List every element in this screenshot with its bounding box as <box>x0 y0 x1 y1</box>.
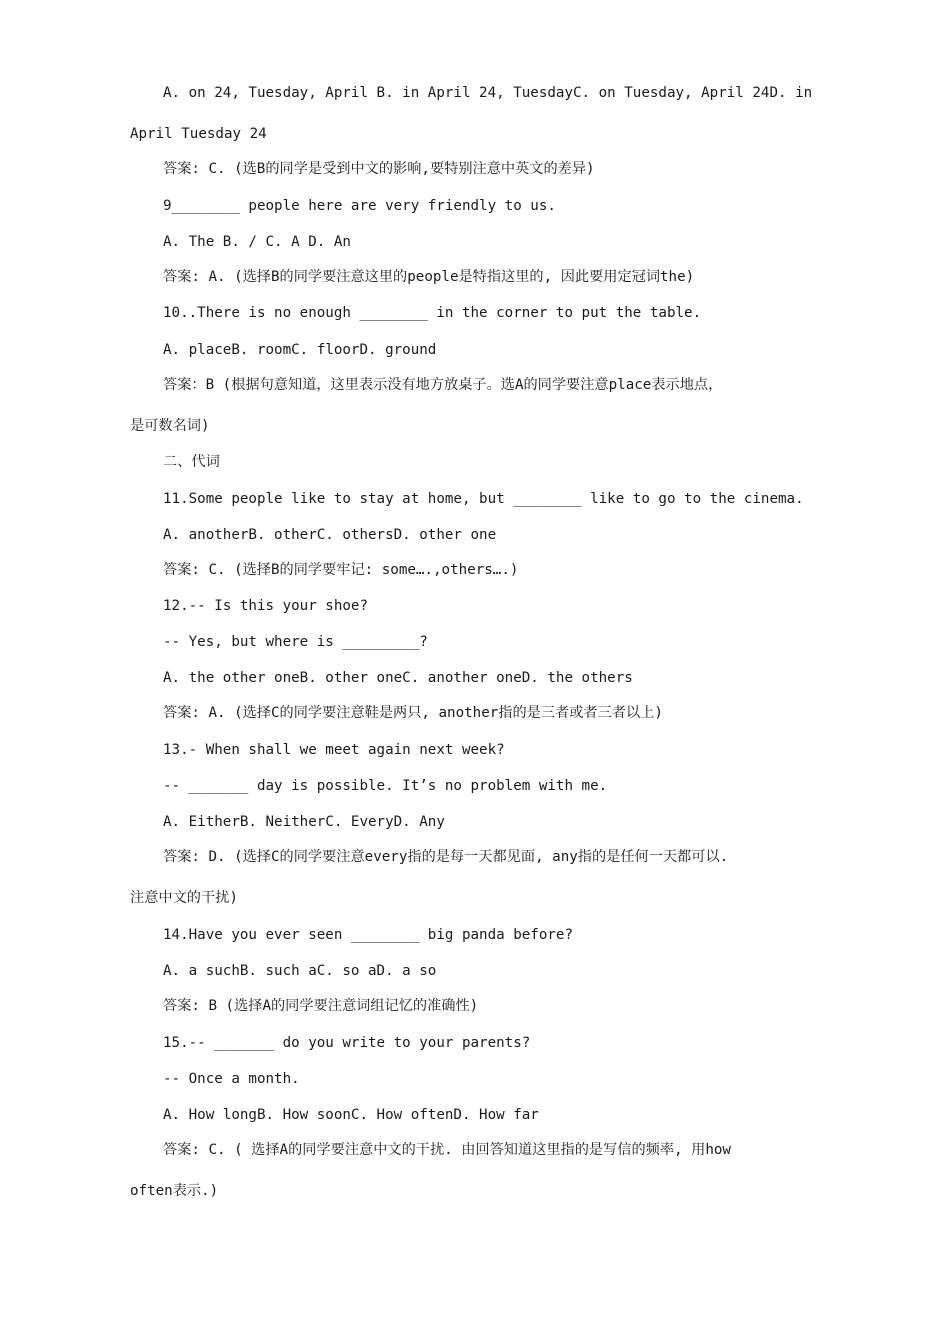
answer-10: 答案：B (根据句意知道，这里表示没有地方放桌子。选A的同学要注意place表示地点， <box>163 377 723 393</box>
question-8-options: A. on 24, Tuesday, April B. in April 24, TuesdayC. on Tuesday, April 24D. in <box>163 85 813 101</box>
question-10-options: A. placeB. roomC. floorD. ground <box>163 342 437 358</box>
answer-15: 答案: C. ( 选择A的同学要注意中文的干扰. 由回答知道这里指的是写信的频率, 用how <box>163 1142 731 1158</box>
question-8-options-cont: April Tuesday 24 <box>130 126 267 142</box>
answer-10-cont: 是可数名词) <box>130 418 210 434</box>
question-12-line2: -- Yes, but where is _________? <box>163 634 428 650</box>
question-10: 10..There is no enough ________ in the corner to put the table. <box>163 305 702 321</box>
question-9-options: A. The B. / C. A D. An <box>163 234 351 250</box>
question-13-line2: -- _______ day is possible. It’s no problem with me. <box>163 778 608 794</box>
section-heading-pronouns: 二、代词 <box>163 454 220 470</box>
answer-12: 答案: A. (选择C的同学要注意鞋是两只, another指的是三者或者三者以上) <box>163 705 663 721</box>
question-12-options: A. the other oneB. other oneC. another oneD. the others <box>163 670 633 686</box>
question-13-options: A. EitherB. NeitherC. EveryD. Any <box>163 814 445 830</box>
answer-13-cont: 注意中文的干扰) <box>130 890 238 906</box>
question-15-options: A. How longB. How soonC. How oftenD. How far <box>163 1107 539 1123</box>
answer-13: 答案: D. (选择C的同学要注意every指的是每一天都见面, any指的是任何一天都可以. <box>163 849 729 865</box>
answer-15-cont: often表示.) <box>130 1183 219 1199</box>
question-9: 9________ people here are very friendly to us. <box>163 198 556 214</box>
question-14: 14.Have you ever seen ________ big panda before? <box>163 927 573 943</box>
answer-14: 答案: B (选择A的同学要注意词组记忆的准确性) <box>163 998 479 1014</box>
question-12: 12.-- Is this your shoe? <box>163 598 368 614</box>
question-15-line2: -- Once a month. <box>163 1071 300 1087</box>
answer-9: 答案: A. (选择B的同学要注意这里的people是特指这里的, 因此要用定冠词the) <box>163 269 695 285</box>
answer-8: 答案: C. (选B的同学是受到中文的影响,要特别注意中英文的差异) <box>163 161 595 177</box>
question-14-options: A. a suchB. such aC. so aD. a so <box>163 963 437 979</box>
question-11-options: A. anotherB. otherC. othersD. other one <box>163 527 497 543</box>
question-11: 11.Some people like to stay at home, but ________ like to go to the cinema. <box>163 491 804 507</box>
question-13: 13.- When shall we meet again next week? <box>163 742 505 758</box>
question-15: 15.-- _______ do you write to your parents? <box>163 1035 531 1051</box>
answer-11: 答案: C. (选择B的同学要牢记: some….,others….) <box>163 562 519 578</box>
